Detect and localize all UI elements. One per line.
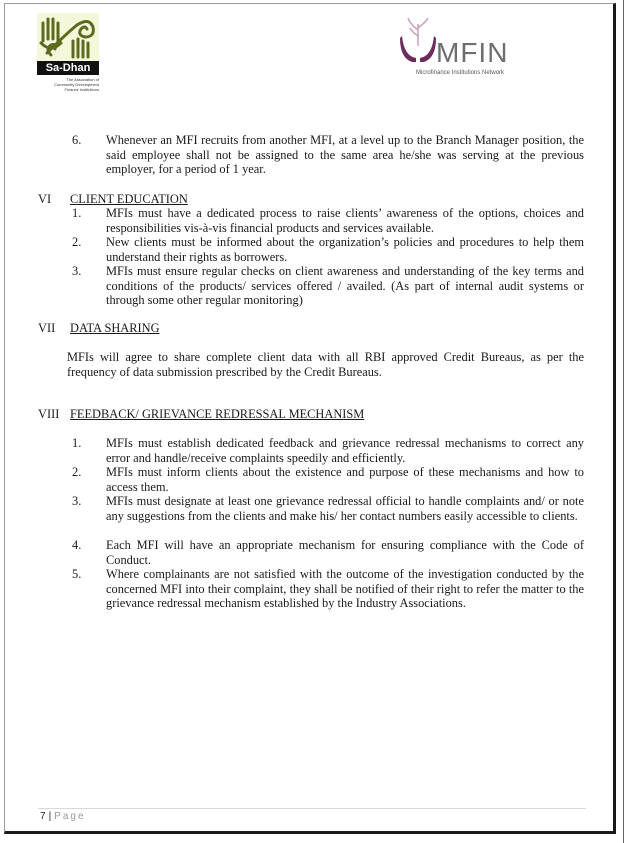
section-title: CLIENT EDUCATION [70,192,188,206]
list-item-number: 2. [72,235,82,249]
page-label: Page [54,811,86,822]
list-item-number: 3. [72,264,82,278]
footer-rule [38,808,586,809]
list-item-text: MFIs must designate at least one grievance redressal official to handle complaints and/ or note any suggestions from the clients and make his/ her contact numbers easily accessible to clients. [106,494,584,523]
list-item-number: 6. [72,133,82,147]
list-item-text: MFIs must have a dedicated process to raise clients’ awareness of the options, choices and responsibilities vis-à-vis financial products and services available. [106,206,584,235]
section-numeral: VII [38,321,56,335]
section-heading-client-education [38,192,188,207]
section-numeral: VI [38,192,52,206]
mfin-subtitle: Microfinance Institutions Network [416,70,505,76]
list-item-number: 5. [72,567,82,581]
sadhan-wordmark: Sa-Dhan [37,61,99,75]
section-paragraph: MFIs will agree to share complete client data with all RBI approved Credit Bureaus, as per the frequency of data submission prescribed by the Credit Bureaus. [67,350,584,379]
list-item-text: MFIs must ensure regular checks on client awareness and understanding of the key terms and conditions of the products/ services offered / availed. (As part of internal audit systems or through some other regular monitoring) [106,264,584,307]
hands-spiral-icon [37,13,99,61]
list-item-text: Each MFI will have an appropriate mechanism for ensuring compliance with the Code of Conduct. [106,538,584,567]
page-footer [40,811,86,822]
page-number: 7 [40,811,46,822]
list-item-text: Where complainants are not satisfied with the outcome of the investigation conducted by the concerned MFI into their complaint, they shall be notified of their right to refer the matter to the grievance redressal mechanism established by the Industry Associations. [106,567,584,610]
section-heading-grievance-redressal [38,407,365,422]
section-heading-data-sharing [38,321,160,336]
sadhan-logo [37,13,99,108]
section-title: FEEDBACK/ GRIEVANCE REDRESSAL MECHANISM [70,407,365,421]
section-numeral: VIII [38,407,60,421]
sadhan-subtitle: The Association of Community Development Finance Institutions [54,77,99,92]
hands-sprout-icon [398,16,438,66]
list-item-text: New clients must be informed about the organization’s policies and procedures to help them understand their rights as borrowers. [106,235,584,264]
list-item-number: 4. [72,538,82,552]
mfin-wordmark: MFIN [436,37,509,68]
list-item-text: MFIs must establish dedicated feedback and grievance redressal mechanisms to correct any error and handle/receive complaints speedily and efficiently. [106,436,584,465]
footer-separator: | [48,811,52,822]
page-edge-line [623,0,624,843]
list-item-number: 3. [72,494,82,508]
list-item-text: MFIs must inform clients about the existence and purpose of these mechanisms and how to access them. [106,465,584,494]
mfin-logo [398,16,548,78]
list-item-number: 1. [72,436,82,450]
list-item-text: Whenever an MFI recruits from another MFI, at a level up to the Branch Manager position, the said employee shall not be assigned to the same area he/she was serving at the previous employer, for a period of 1 year. [106,133,584,176]
list-item-number: 2. [72,465,82,479]
section-title: DATA SHARING [70,321,160,335]
list-item-number: 1. [72,206,82,220]
